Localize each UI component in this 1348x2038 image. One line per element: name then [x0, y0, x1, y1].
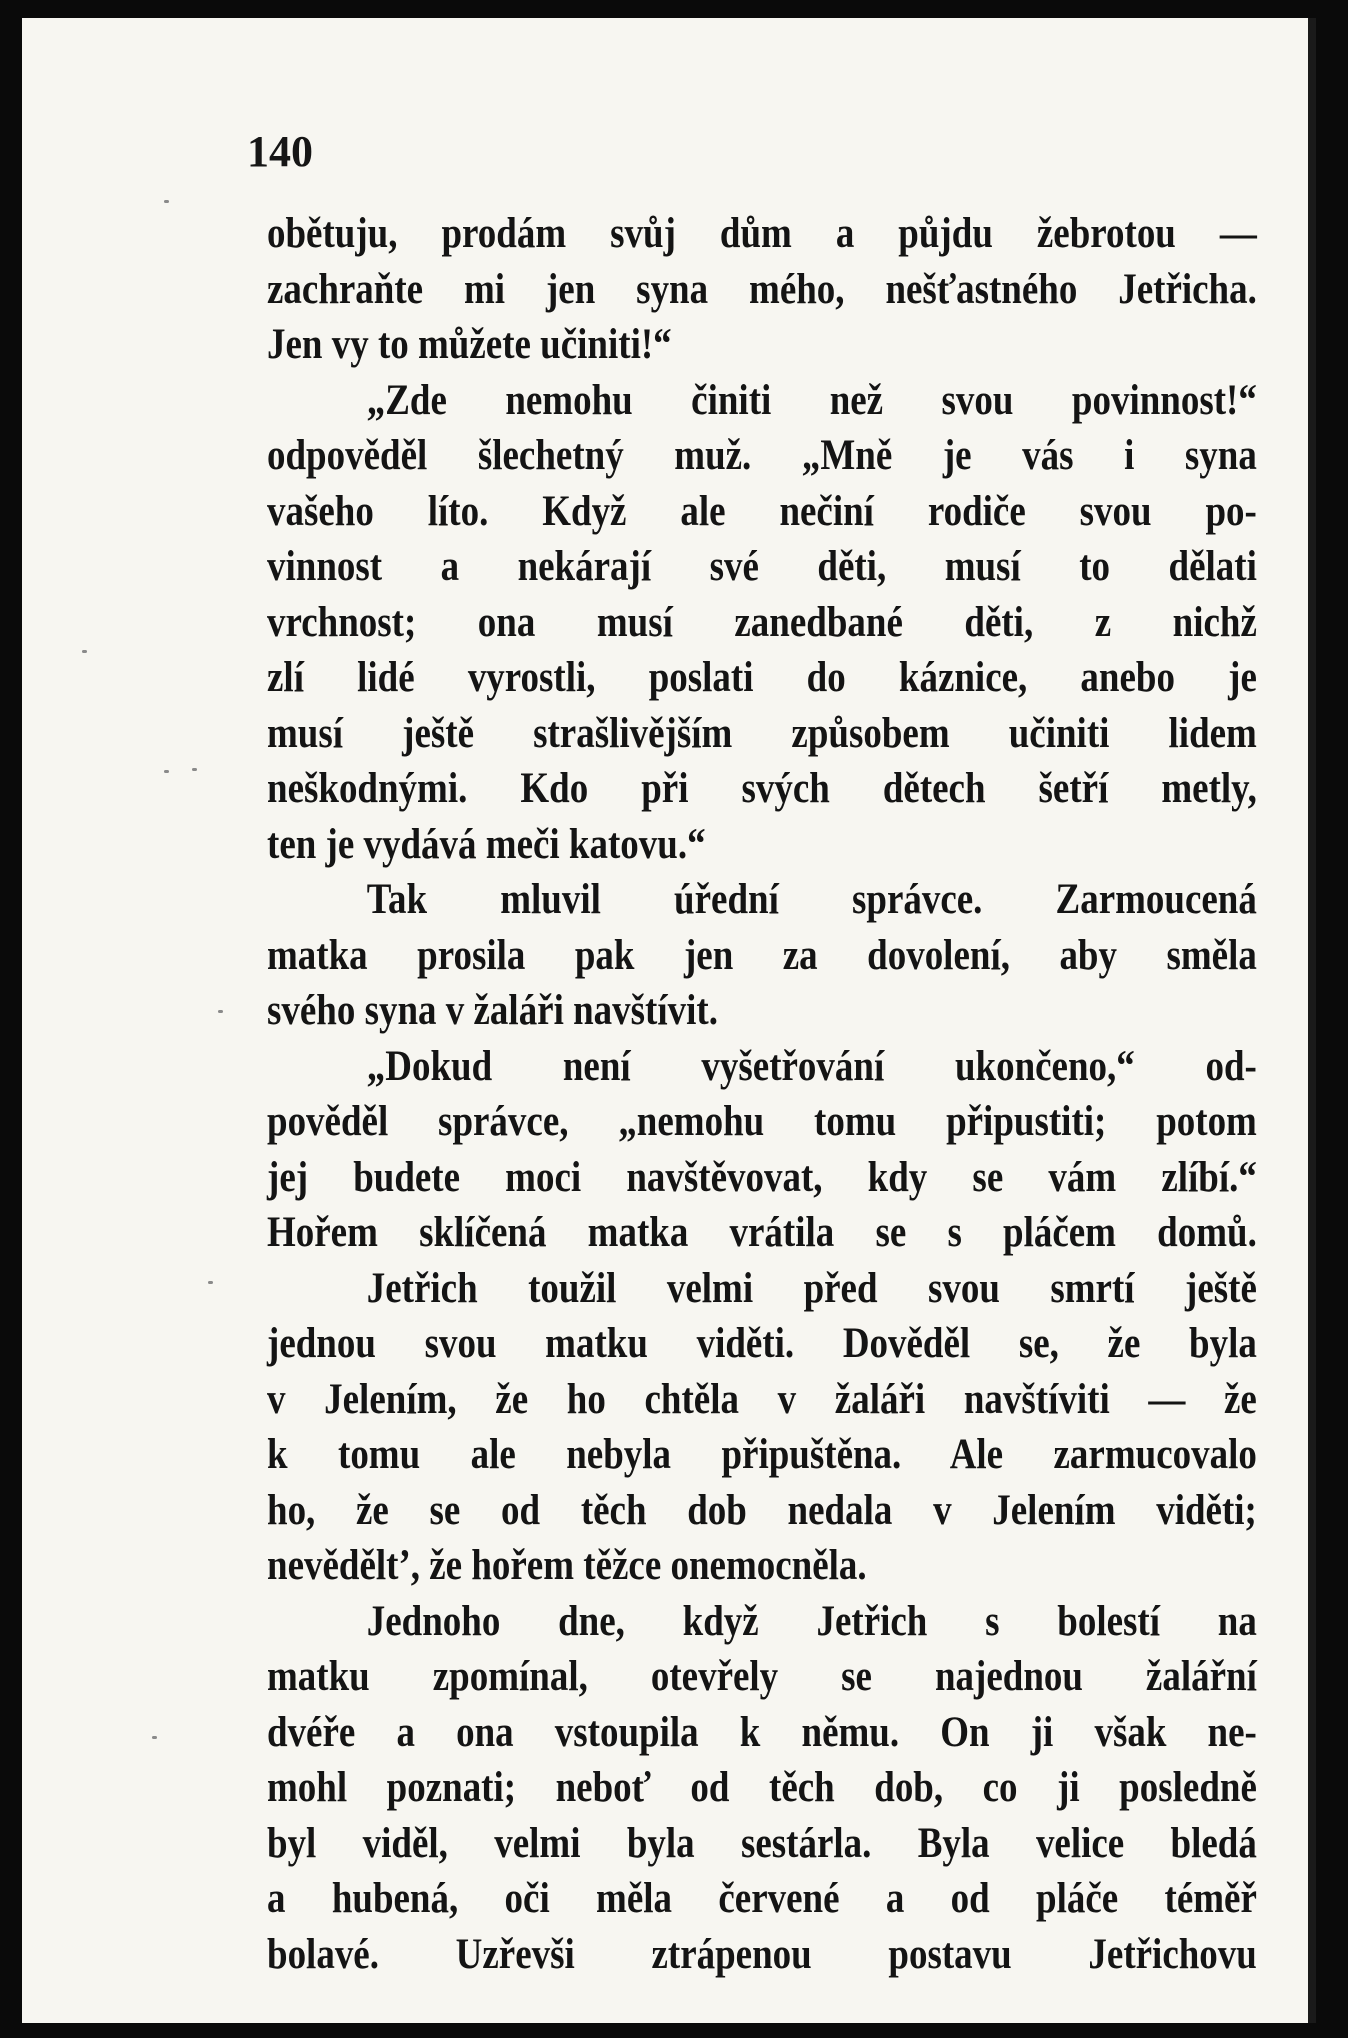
text-line: svého syna v žaláři navštívit. [267, 987, 718, 1034]
paper-speck [192, 768, 197, 771]
text-line: pověděl správce, „nemohu tomu připustiti; potom [267, 1098, 1257, 1145]
text-line: mohl poznati; neboť od těch dob, co ji posledně [267, 1764, 1257, 1811]
text-line: v Jelením, že ho chtěla v žaláři navštíviti — že [267, 1375, 1257, 1423]
text-line: bolavé. Uzřevši ztrápenou postavu Jetřichovu [267, 1930, 1257, 1978]
paper-speck [82, 650, 87, 653]
text-line: matka prosila pak jen za dovolení, aby směla [267, 931, 1257, 979]
text-line: Jednoho dne, když Jetřich s bolestí na [366, 1597, 1257, 1645]
text-line: Jen vy to můžete učiniti!“ [267, 321, 672, 368]
text-line: jej budete moci navštěvovat, kdy se vám zlíbí.“ [267, 1153, 1257, 1201]
text-line: a hubená, oči měla červené a od pláče téměř [267, 1875, 1257, 1922]
text-line: zlí lidé vyrostli, poslati do káznice, anebo je [267, 654, 1257, 701]
text-line: byl viděl, velmi byla sestárla. Byla velice bledá [267, 1819, 1257, 1867]
paper-speck [164, 770, 169, 773]
page-number: 140 [247, 127, 313, 176]
text-line: „Zde nemohu činiti než svou povinnost!“ [366, 376, 1257, 424]
text-line: vrchnost; ona musí zanedbané děti, z nichž [267, 598, 1257, 646]
text-line: „Dokud není vyšetřování ukončeno,“ od- [366, 1042, 1257, 1090]
body-text [267, 206, 1257, 1982]
text-line: dvéře a ona vstoupila k němu. On ji však ne- [267, 1708, 1257, 1756]
text-line: ho, že se od těch dob nedala v Jelením viděti; [267, 1486, 1257, 1534]
scan-edge [1338, 0, 1348, 2038]
text-line: vinnost a nekárají své děti, musí to dělati [267, 543, 1257, 590]
text-line: musí ještě strašlivějším způsobem učiniti lidem [267, 709, 1257, 757]
text-line: neškodnými. Kdo při svých dětech šetří metly, [267, 765, 1257, 812]
text-line: nevěděltʼ, že hořem těžce onemocněla. [267, 1542, 867, 1589]
text-line: Jetřich toužil velmi před svou smrtí ještě [366, 1264, 1257, 1312]
text-line: odpověděl šlechetný muž. „Mně je vás i syna [267, 432, 1257, 479]
text-line: jednou svou matku viděti. Dověděl se, že byla [267, 1320, 1257, 1367]
book-page [22, 18, 1316, 2023]
text-line: Hořem sklíčená matka vrátila se s pláčem domů. [267, 1209, 1257, 1256]
text-line: zachraňte mi jen syna mého, nešťastného Jetřicha. [267, 265, 1257, 313]
text-line: obětuju, prodám svůj dům a půjdu žebrotou — [267, 210, 1257, 257]
text-line: matku zpomínal, otevřely se najednou žalářní [267, 1653, 1257, 1700]
paper-speck [152, 1736, 157, 1739]
paper-speck [218, 1010, 223, 1013]
text-line: vašeho líto. Když ale nečiní rodiče svou po- [267, 487, 1257, 535]
text-line: ten je vydává meči katovu.“ [267, 820, 706, 868]
text-line: k tomu ale nebyla připuštěna. Ale zarmucovalo [267, 1431, 1257, 1478]
paper-speck [164, 200, 169, 203]
text-line: Tak mluvil úřední správce. Zarmoucená [366, 876, 1257, 923]
paper-speck [208, 1281, 213, 1284]
